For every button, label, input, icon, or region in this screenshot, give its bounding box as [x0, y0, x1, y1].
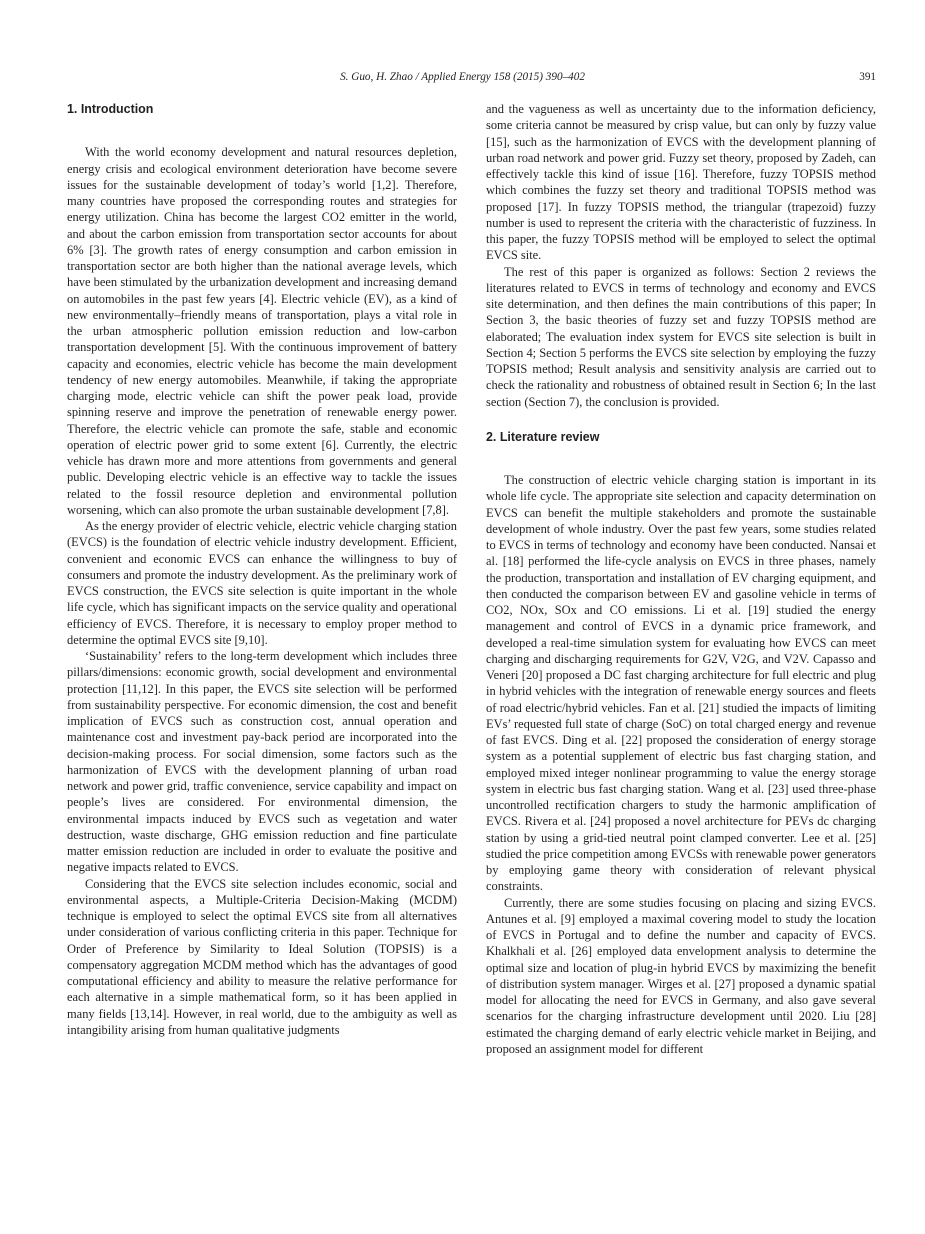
- literature-heading: 2. Literature review: [486, 429, 600, 444]
- intro-paragraph-4: Considering that the EVCS site selection includes economic, social and environmental aspects, a Multiple-Criteria Decision-Making (MCDM) technique is employed to select the optimal EVCS site from all alternatives under consideration of various conflicting criteria in this paper. Technique for Order of Preference by Similarity to Ideal Solution (TOPSIS) is a compensatory aggregation MCDM method which has the advantages of good computational efficiency and ability to measure the relative performance for each alternative in a simple mathematical form, so it has been applied in many fields [13,14]. However, in real world, due to the ambiguity as well as intangibility arising from human qualitative judgments: [67, 876, 457, 1037]
- intro-paragraph-1: With the world economy development and natural resources depletion, energy crisis and ecological environment deterioration have become severe issues for the sustainable development of today’s world [1,2]. Therefore, many countries have proposed the corresponding routes and strategies for energy utilization. China has become the largest CO2 emitter in the world, and about the carbon emission from transportation sector accounts for about 6% [3]. The growth rates of energy consumption and carbon emission in transportation sector are both higher than the national average levels, which have been stimulated by the urbanization development and increasing demand on automobiles in the past few years [4]. Electric vehicle (EV), as a kind of new environmentally–friendly means of transportation, plays a vital role in the urban atmospheric pollution emission reduction and low-carbon transportation development [5]. With the continuous improvement of battery capacity and economies, electric vehicle has become the main development tendency of new energy automobiles. Meanwhile, if taking the appropriate charging mode, electric vehicle can shift the power peak load, provide spinning reserve and improve the penetration of renewable energy power. Therefore, the electric vehicle can promote the safe, stable and economic operation of electric power grid to some extent [6]. Currently, the electric vehicle has drawn more and more attentions from governments and general public. Developing electric vehicle is an effective way to tackle the issues related to the fossil resource depletion and environmental pollution worsening, which can also promote the urban sustainable development [7,8].: [67, 145, 457, 517]
- intro-paragraph-3: ‘Sustainability’ refers to the long-term development which includes three pillars/dimensions: economic growth, social development and environmental protection [11,12]. In this paper, the EVCS site selection will be performed from sustainability perspective. For economic dimension, the cost and benefit implication of EVCS such as construction cost, annual operation and maintenance cost and investment pay-back period are incorporated into the decision-making process. For social dimension, some factors such as the harmonization of EVCS with the development planning of urban road network and power grid, traffic convenience, service capability and impact on people’s lives are considered. For environmental dimension, the environmental impacts induced by EVCS such as vegetation and water destruction, waste discharge, GHG emission reduction and fine particulate matter emission reduction are included in order to evaluate the positive and negative impacts related to EVCS.: [67, 649, 457, 875]
- intro-heading: 1. Introduction: [67, 102, 154, 116]
- running-title: S. Guo, H. Zhao / Applied Energy 158 (2015) 390–402: [340, 71, 585, 83]
- lit-paragraph-1: The construction of electric vehicle charging station is important in its whole life cycle. The appropriate site selection and capacity determination on EVCS can benefit the multiple stakeholders and promote the sustainable development of whole industry. Over the past few years, some studies related to EVCS in terms of technology and economy have been conducted. Nansai et al. [18] performed the life-cycle analysis on EVCS in three phases, namely the production, transportation and installation of EV charging equipment, and then conducted the comparison between EV and gasoline vehicle in terms of CO2, NOx, SOx and CO emissions. Li et al. [19] studied the energy management and control of EVCS in a dynamic price framework, and developed a real-time simulation system for evaluating how EVCS can meet charging and discharging requirements for G2V, V2G, and V2V. Capasso and Veneri [20] proposed a DC fast charging architecture for full electric and plug in hybrid vehicles with the integration of renewable energy sources and fleets of road electric/hybrid vehicles. Fan et al. [21] studied the impacts of limiting EVs’ requested full state of charge (SoC) on total charged energy and revenue of fast EVCS. Ding et al. [22] proposed the consideration of energy storage system as a potential supplement of electric bus fast charging station, and employed mixed integer nonlinear programming to value the energy storage system in electric bus fast charging station. Wang et al. [23] used three-phase uncontrolled rectification chargers to study the harmonic amplification of EVCS. Rivera et al. [24] proposed a novel architecture for PEVs dc charging station by using a grid-tied neutral point clamped converter. Lee et al. [25] studied the price competition among EVCSs with renewable power generators by employing game theory with consideration of relevant physical constraints.: [486, 473, 876, 894]
- left-column: [67, 101, 457, 1038]
- intro-paragraph-5: and the vagueness as well as uncertainty due to the information deficiency, some criteria cannot be measured by crisp value, but can only by fuzzy value [15], such as the harmonization of EVCS with the development planning of urban road network and power grid. Fuzzy set theory, proposed by Zadeh, can effectively tackle this kind of issue [16]. Therefore, fuzzy TOPSIS method which combines the fuzzy set theory and traditional TOPSIS method was proposed [17]. In fuzzy TOPSIS method, the triangular (trapezoid) fuzzy number is used to represent the criteria with the characteristic of fuzziness. In this paper, the fuzzy TOPSIS method will be employed to select the optimal EVCS site.: [486, 102, 876, 263]
- page-header: [0, 71, 925, 87]
- intro-paragraph-6: The rest of this paper is organized as follows: Section 2 reviews the literatures related to EVCS in terms of technology and economy and EVCS site determination, and then defines the main contributions of this paper; In Section 3, the basic theories of fuzzy set and fuzzy TOPSIS method are elaborated; The evaluation index system for EVCS site selection is built in Section 4; Section 5 performs the EVCS site selection by employing the fuzzy TOPSIS method; Result analysis and sensitivity analysis are carried out to check the rationality and robustness of obtained result in Section 6; In the last section (Section 7), the conclusion is provided.: [486, 264, 876, 409]
- page-number: 391: [859, 71, 876, 83]
- lit-paragraph-2: Currently, there are some studies focusing on placing and sizing EVCS. Antunes et al. [9] employed a maximal covering model to study the location of EVCS in Portugal and to define the number and capacity of EVCS. Khalkhali et al. [26] employed data envelopment analysis to determine the optimal size and location of plug-in hybrid EVCS by maximizing the benefit of distribution system manager. Wirges et al. [27] proposed a dynamic spatial model for allocating the need for EVCS in Germany, and also gave several scenarios for the charging infrastructure development until 2020. Liu [28] estimated the charging demand of early electric vehicle market in Beijing, and proposed an assignment model for different: [486, 895, 876, 1056]
- intro-paragraph-2: As the energy provider of electric vehicle, electric vehicle charging station (EVCS) is the foundation of electric vehicle industry development. Efficient, convenient and economic EVCS can enhance the willingness to buy of consumers and promote the industry development. As the preliminary work of EVCS construction, the EVCS site selection is quite important in the whole life cycle, which has significant impacts on the service quality and operational efficiency of EVCS. Therefore, it is necessary to employ proper method to determine the optimal EVCS site [9,10].: [67, 519, 457, 647]
- right-column: [486, 101, 876, 1057]
